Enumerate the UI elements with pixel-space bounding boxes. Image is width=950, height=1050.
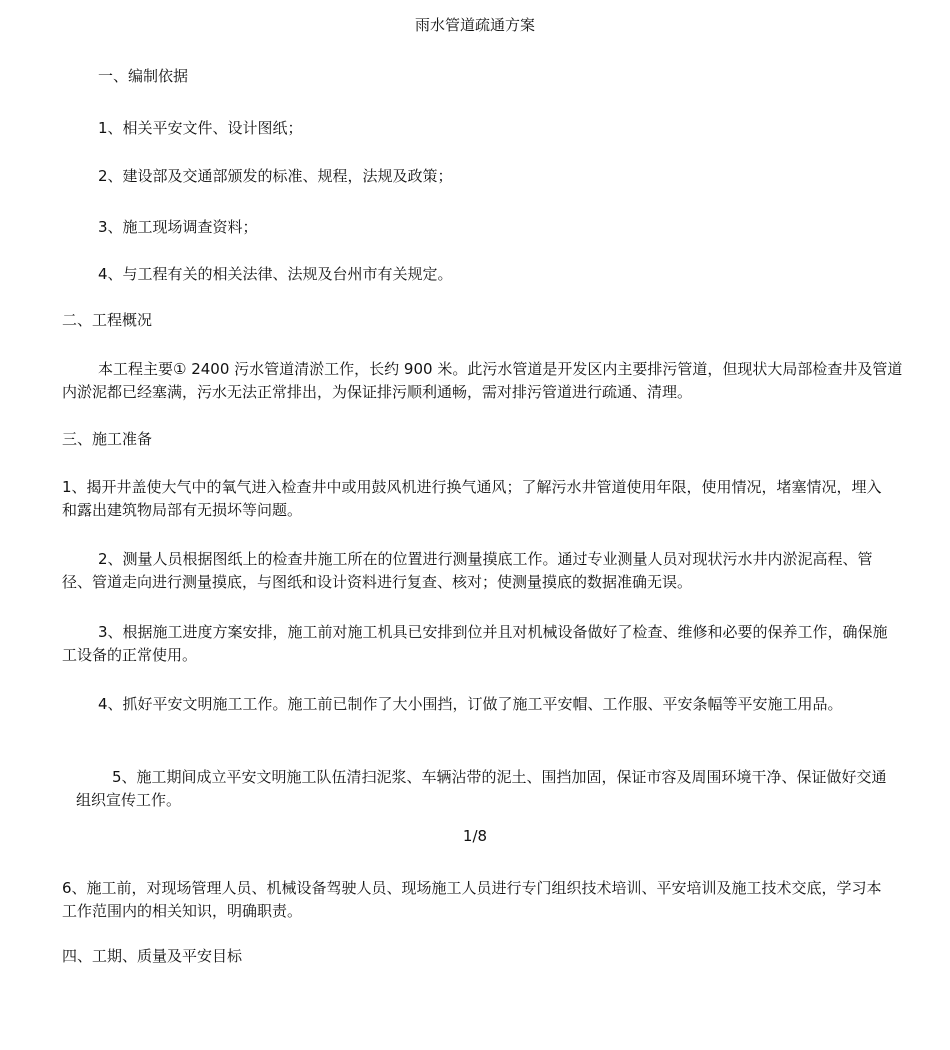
overview-paragraph: 本工程主要① 2400 污水管道清淤工作，长约 900 米。此污水管道是开发区内主要排污管道，但现状大局部检查井及管道内淤泥都已经塞满，污水无法正常排出，为保证排污顺利通畅，需对排污管道进行疏通、清理。 <box>62 360 903 401</box>
section-heading-overview: 二、工程概况 <box>62 311 153 329</box>
preparation-item-6: 6、施工前，对现场管理人员、机械设备驾驶人员、现场施工人员进行专门组织技术培训、平安培训及施工技术交底，学习本工作范围内的相关知识，明确职责。 <box>62 879 882 920</box>
preparation-item-2: 2、测量人员根据图纸上的检查井施工所在的位置进行测量摸底工作。通过专业测量人员对现状污水井内淤泥高程、管径、管道走向进行测量摸底，与图纸和设计资料进行复查、核对；使测量摸底的数据准确无误。 <box>62 550 873 591</box>
preparation-item-4: 4、抓好平安文明施工工作。施工前已制作了大小围挡，订做了施工平安帽、工作服、平安条幅等平安施工用品。 <box>98 695 843 713</box>
basis-item-1: 1、相关平安文件、设计图纸； <box>98 119 303 137</box>
basis-item-4: 4、与工程有关的相关法律、法规及台州市有关规定。 <box>98 265 453 283</box>
preparation-item-5: 5、施工期间成立平安文明施工队伍清扫泥浆、车辆沾带的泥土、围挡加固，保证市容及周围环境干净、保证做好交通组织宣传工作。 <box>76 768 887 809</box>
section-heading-targets: 四、工期、质量及平安目标 <box>62 947 243 965</box>
section-heading-basis: 一、编制依据 <box>98 67 189 85</box>
basis-item-3: 3、施工现场调查资料； <box>98 218 258 236</box>
preparation-item-3: 3、根据施工进度方案安排，施工前对施工机具已安排到位并且对机械设备做好了检查、维修和必要的保养工作，确保施工设备的正常使用。 <box>62 623 888 664</box>
basis-item-2: 2、建设部及交通部颁发的标准、规程，法规及政策； <box>98 167 453 185</box>
page-number: 1/8 <box>462 827 488 845</box>
document-title: 雨水管道疏通方案 <box>414 16 535 34</box>
preparation-item-1: 1、揭开井盖使大气中的氧气进入检查井中或用鼓风机进行换气通风；了解污水井管道使用年限，使用情况，堵塞情况，埋入和露出建筑物局部有无损坏等问题。 <box>62 478 882 519</box>
section-heading-preparation: 三、施工准备 <box>62 430 153 448</box>
